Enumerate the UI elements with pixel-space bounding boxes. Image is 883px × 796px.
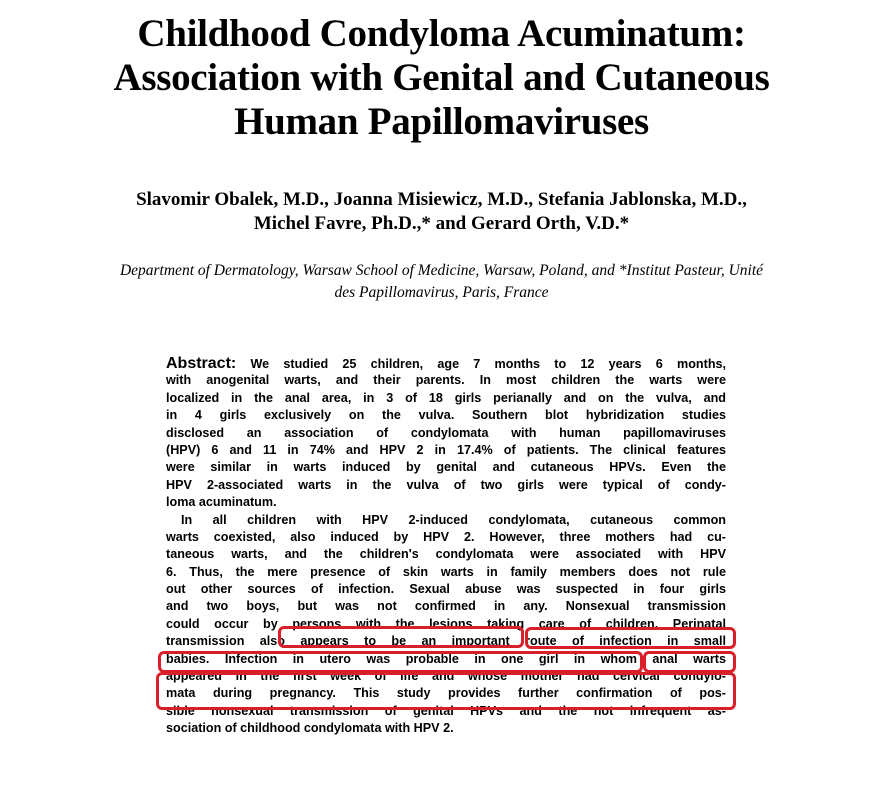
abstract-line: in 4 girls exclusively on the vulva. Southern blot hybridization studies — [166, 408, 726, 423]
abstract-line: taneous warts, and the children's condylomata were associated with HPV — [166, 547, 726, 562]
abstract-line: HPV 2-associated warts in the vulva of two girls were typical of condy- — [166, 477, 726, 492]
abstract-line: babies. Infection in utero was probable in one girl in whom anal warts — [166, 651, 726, 666]
abstract — [166, 355, 726, 738]
abstract-line: with anogenital warts, and their parents. In most children the warts were — [166, 373, 726, 388]
title-line: Childhood Condyloma Acuminatum: — [137, 12, 746, 55]
abstract-line: could occur by persons with the lesions taking care of children. Perinatal — [166, 616, 726, 631]
abstract-line: were similar in warts induced by genital and cutaneous HPVs. Even the — [166, 460, 726, 475]
abstract-line — [166, 355, 726, 372]
author-line: Slavomir Obalek, M.D., Joanna Misiewicz, M.D., Stefania Jablonska, M.D., — [136, 189, 747, 210]
abstract-heading: Abstract: — [166, 355, 237, 372]
abstract-line: mata during pregnancy. This study provides further confirmation of pos- — [166, 686, 726, 701]
affiliation-line: Department of Dermatology, Warsaw School of Medicine, Warsaw, Poland, and *Institut Pasteur, Unité — [119, 262, 764, 279]
author-list — [20, 188, 863, 236]
abstract-line: In all children with HPV 2-induced condylomata, cutaneous common — [181, 512, 726, 527]
abstract-line: transmission also appears to be an important route of infection in small — [166, 634, 726, 649]
abstract-line: sociation of childhood condylomata with HPV 2. — [166, 721, 454, 736]
abstract-line: loma acuminatum. — [166, 495, 277, 510]
abstract-line: out other sources of infection. Sexual abuse was suspected in four girls — [166, 582, 726, 597]
abstract-line: localized in the anal area, in 3 of 18 girls perianally and on the vulva, and — [166, 390, 726, 405]
title-line: Association with Genital and Cutaneous — [113, 56, 770, 99]
abstract-line: and two boys, but was not confirmed in any. Nonsexual transmission — [166, 599, 726, 614]
abstract-line: 6. Thus, the mere presence of skin warts in family members does not rule — [166, 564, 726, 579]
abstract-line: warts coexisted, also induced by HPV 2. However, three mothers had cu- — [166, 529, 726, 544]
paper-title — [20, 12, 863, 144]
abstract-line: (HPV) 6 and 11 in 74% and HPV 2 in 17.4% of patients. The clinical features — [166, 442, 726, 457]
author-line: Michel Favre, Ph.D.,* and Gerard Orth, V.D.* — [253, 213, 630, 234]
abstract-line: disclosed an association of condylomata with human papillomaviruses — [166, 425, 726, 440]
abstract-line: sible nonsexual transmission of genital HPVs and the not infrequent as- — [166, 703, 726, 718]
title-line: Human Papillomaviruses — [234, 100, 649, 143]
abstract-text: We studied 25 children, age 7 months to 12 years 6 months, — [250, 357, 727, 371]
abstract-line: appeared in the first week of life and whose mother had cervical condylo- — [166, 669, 726, 684]
affiliation-line: des Papillomavirus, Paris, France — [334, 284, 549, 301]
affiliation — [14, 260, 869, 304]
